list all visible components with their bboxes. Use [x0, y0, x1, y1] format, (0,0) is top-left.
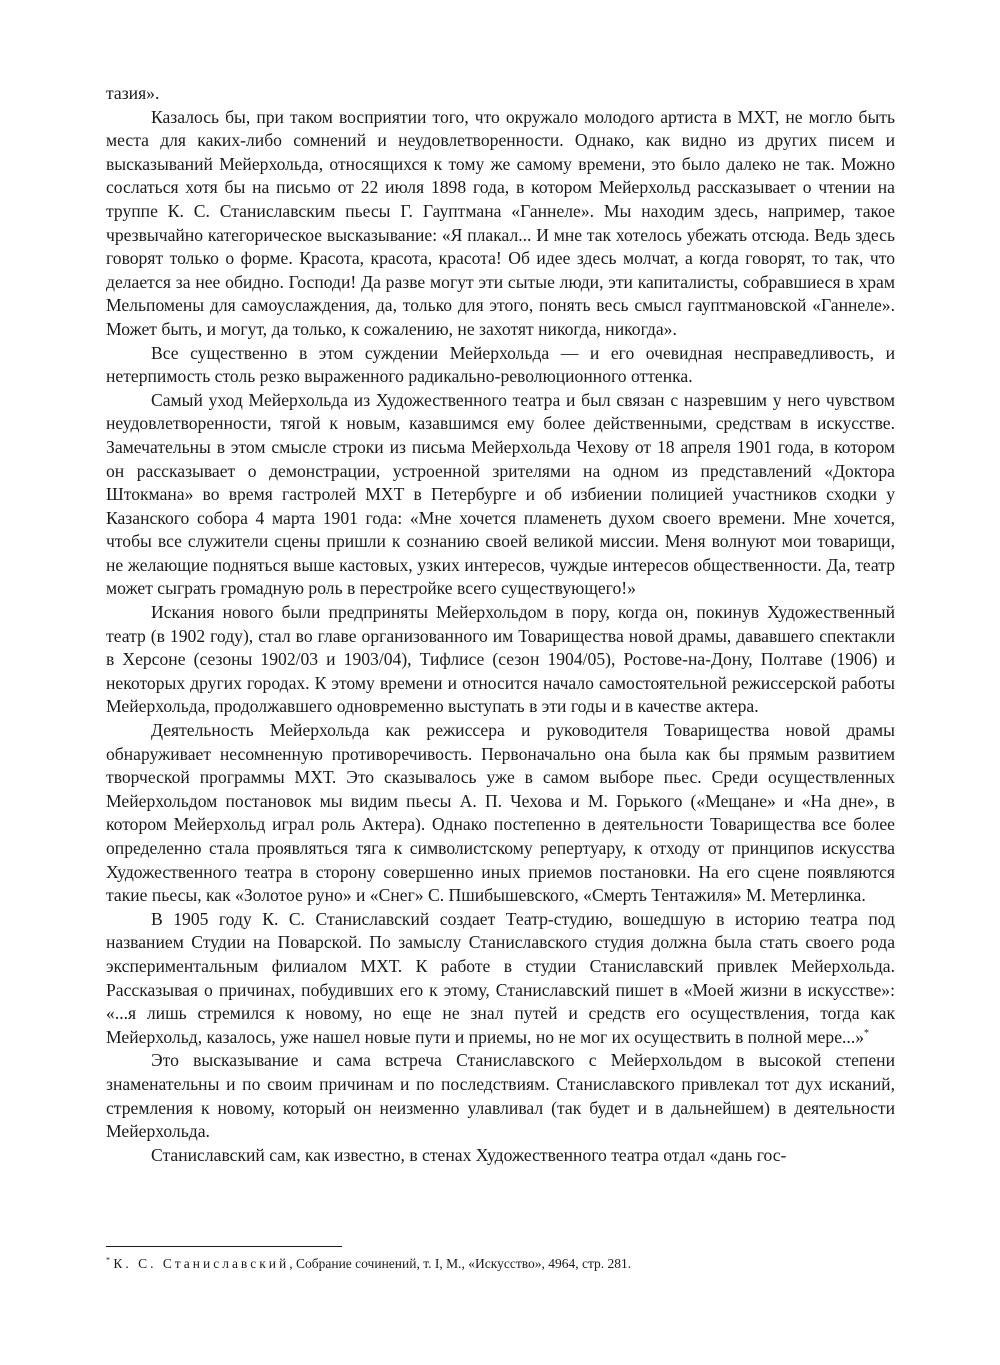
paragraph: Это высказывание и сама встреча Станиславского с Мейерхольдом в высокой степени знаменательны и по своим причинам и по последствиям. Станиславского привлекал тот дух исканий, стремления к новому, который он неизменно улавливал (так будет и в дальнейшем) в деятельности Мейерхольда.	[106, 1050, 895, 1142]
paragraph: Станиславский сам, как известно, в стенах Художественного театра отдал «дань гос-	[151, 1144, 787, 1165]
footnote-text: , Собрание сочинений, т. I, М., «Искусство», 4964, стр. 281.	[289, 1256, 632, 1271]
paragraph-with-note	[106, 908, 895, 1050]
footnote-divider	[106, 1246, 342, 1247]
footnote-author: К. С. Станиславский	[113, 1256, 290, 1271]
paragraph: Деятельность Мейерхольда как режиссера и руководителя Товарищества новой драмы обнаруживает несомненную противоречивость. Первоначально она была как бы прямым развитием творческой программы МХТ. Это сказывалось уже в самом выборе пьес. Среди осуществленных Мейерхольдом постановок мы видим пьесы А. П. Чехова и М. Горького («Мещане» и «На дне», в котором Мейерхольд играл роль Актера). Однако постепенно в деятельности Товарищества все более определенно стала проявляться тяга к символистскому репертуару, к отходу от принципов искусства Художественного театра в сторону совершенно иных приемов постановки. На его сцене появляются такие пьесы, как «Золотое руно» и «Снег» С. Пшибышевского, «Смерть Тентажиля» М. Метерлинка.	[106, 720, 895, 906]
footnote-mark: *	[106, 1255, 110, 1265]
paragraph: Все существенно в этом суждении Мейерхольда — и его очевидная несправедливость, и нетерпимость столь резко выраженного радикально-революционного оттенка.	[106, 342, 895, 387]
footnote	[106, 1255, 895, 1273]
paragraph: Искания нового были предприняты Мейерхольдом в пору, когда он, покинув Художественный театр (в 1902 году), стал во главе организованного им Товарищества новой драмы, дававшего спектакли в Херсоне (сезоны 1902/03 и 1903/04), Тифлисе (сезон 1904/05), Ростове-на-Дону, Полтаве (1906) и некоторых других городах. К этому времени и относится начало самостоятельной режиссерской работы Мейерхольда, продолжавшего одновременно выступать в эти годы и в качестве актера.	[106, 602, 895, 717]
page-body	[106, 82, 895, 1167]
paragraph: Казалось бы, при таком восприятии того, что окружало молодого артиста в МХТ, не могло быть места для каких-либо сомнений и неудовлетворенности. Однако, как видно из других писем и высказываний Мейерхольда, относящихся к тому же самому времени, это было далеко не так. Можно сослаться хотя бы на письмо от 22 июля 1898 года, в котором Мейерхольд рассказывает о чтении на труппе К. С. Станиславским пьесы Г. Гауптмана «Ганнеле». Мы находим здесь, например, такое чрезвычайно категорическое высказывание: «Я плакал... И мне так хотелось убежать отсюда. Ведь здесь говорят только о форме. Красота, красота, красота! Об идее здесь молчат, а когда говорят, то так, что делается за нее обидно. Господи! Да разве могут эти сытые люди, эти капиталисты, собравшиеся в храм Мельпомены для самоуслаждения, да, только для этого, понять весь смысл гауптмановской «Ганнеле». Может быть, и могут, да только, к сожалению, не захотят никогда, никогда».	[106, 106, 895, 339]
paragraph: Самый уход Мейерхольда из Художественного театра и был связан с назревшим у него чувством неудовлетворенности, тягой к новым, казавшимся ему более действенными, средствам в искусстве. Замечательны в этом смысле строки из письма Мейерхольда Чехову от 18 апреля 1901 года, в котором он рассказывает о демонстрации, устроенной зрителями на одном из представлений «Доктора Штокмана» во время гастролей МХТ в Петербурге и об избиении полицией участников сходки у Казанского собора 4 марта 1901 года: «Мне хочется пламенеть духом своего времени. Мне хочется, чтобы все служители сцены пришли к сознанию своей великой миссии. Меня волнуют мои товарищи, не желающие подняться выше кастовых, узких интересов, чуждые интересов общественности. Да, театр может сыграть громадную роль в перестройке всего существующего!»	[106, 389, 895, 599]
paragraph-continuation: тазия».	[106, 83, 160, 103]
paragraph-text: В 1905 году К. С. Станиславский создает Театр-студию, вошедшую в историю театра под названием Студии на Поварской. По замыслу Станиславского студия должна была стать своего рода экспериментальным филиалом МХТ. К работе в студии Станиславский привлек Мейерхольда. Рассказывая о причинах, побудивших его к этому, Станиславский пишет в «Моей жизни в искусстве»: «...я лишь стремился к новому, но еще не знал путей и средств его осуществления, тогда как Мейерхольд, казалось, уже нашел новые пути и приемы, но не мог их осуществить в полной мере...»	[106, 908, 895, 1047]
footnote-reference[interactable]: *	[864, 1027, 870, 1039]
